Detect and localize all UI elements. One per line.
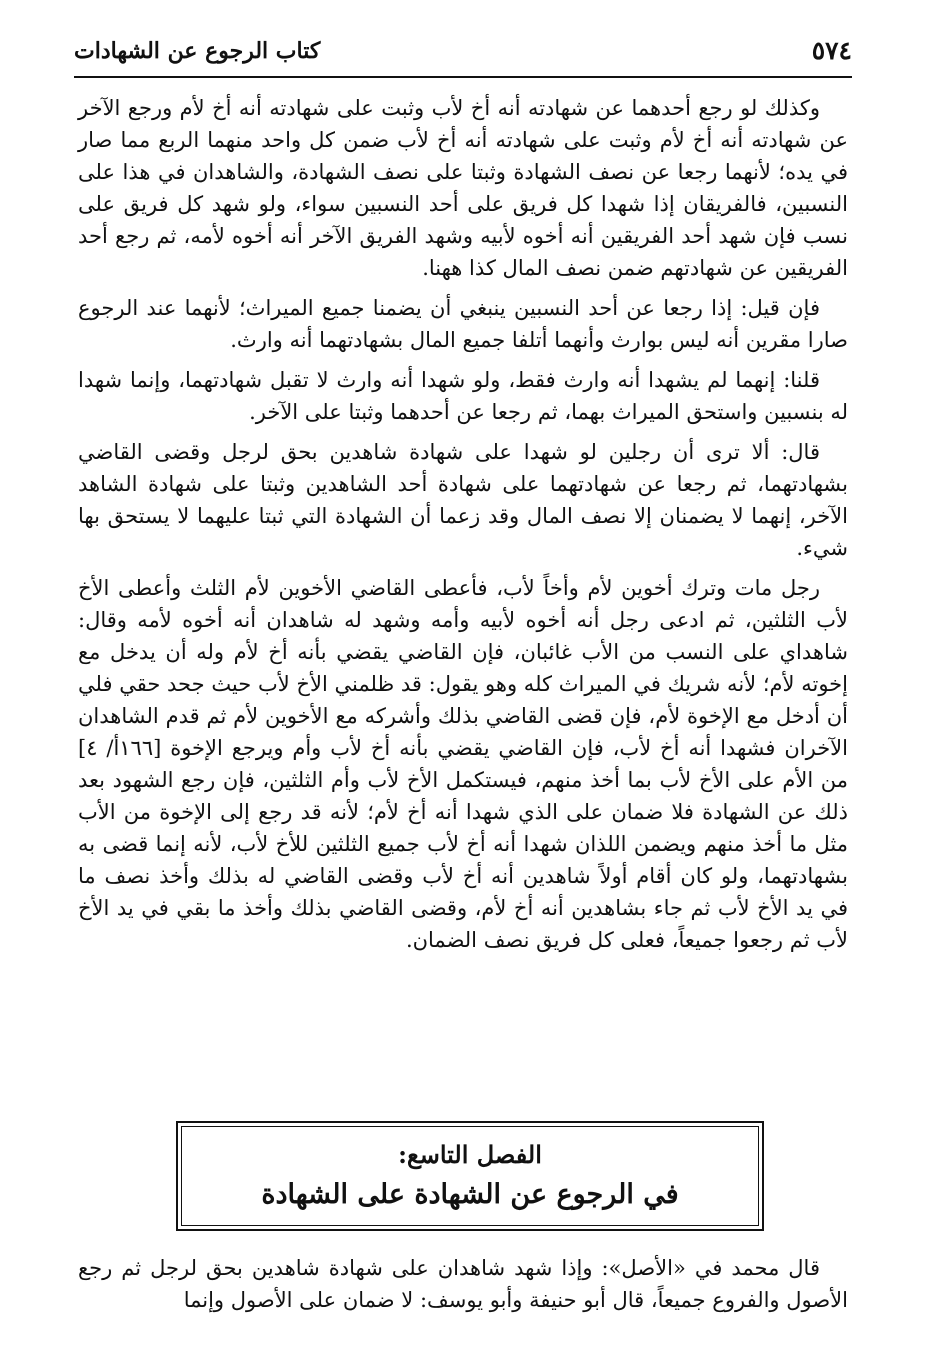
section-heading-box xyxy=(176,1121,764,1231)
main-text xyxy=(78,92,848,964)
header-rule xyxy=(74,76,852,78)
section-heading-inner xyxy=(181,1126,759,1226)
section-heading: الفصل التاسع: xyxy=(398,1140,542,1169)
paragraph: رجل مات وترك أخوين لأم وأخاً لأب، فأعطى القاضي الأخوين لأم الثلث وأعطى الأخ لأب الثلثين، ثم ادعى رجل أنه أخوه لأبيه وأمه وشهد له شاهدان أنه أخوه لأمه وقال: شاهداي على النسب من الأب غائبان، فإن القاضي يقضي بأنه أخ لأم وله أن يدخل مع إخوته لأم؛ لأنه شريك في الميراث كله وهو يقول: قد ظلمني الأخ لأب حيث جحد حقي فلي أن أدخل مع الإخوة لأم، فإن قضى القاضي بذلك وأشركه مع الأخوين لأم ثم قدم الشاهدان الآخران فشهدا أنه أخ لأب، فإن القاضي يقضي بأنه أخ لأب وأم ويرجع الإخوة [١٦٦أ/ ٤] من الأم على الأخ لأب بما أخذ منهم، فيستكمل الأخ لأب وأم الثلثين، فإن رجع الشهود بعد ذلك عن الشهادة فلا ضمان على الذي شهدا أنه أخ لأم؛ لأنه قد رجع إلى الإخوة من الأب مثل ما أخذ منهم ويضمن اللذان شهدا أنه أخ لأب جميع الثلثين للأخ لأب، لأنه إنما قضى به بشهادتهما، ولو كان أقام أولاً شاهدين أنه أخ لأب وقضى القاضي له بذلك وأخذ نصف ما في يد الأخ لأب ثم جاء بشاهدين أنه أخ لأم، وقضى القاضي بذلك وأخذ ما بقي في يد الأخ لأب ثم رجعوا جميعاً، فعلى كل فريق نصف الضمان. xyxy=(78,576,848,952)
running-title: كتاب الرجوع عن الشهادات xyxy=(74,38,321,64)
paragraph: وكذلك لو رجع أحدهما عن شهادته أنه أخ لأب وثبت على شهادته أنه أخ لأم ورجع الآخر عن شهادته أنه أخ لأم وثبت على شهادته أنه أخ لأب ضمن كل واحد منهما الربع مما صار في يده؛ لأنهما رجعا عن نصف الشهادة وثبتا على نصف الشهادة، والشاهدان في هذا على النسبين، فالفريقان إذا شهدا كل فريق على أحد النسبين سواء، ولو شهد كل فريق على نسب فإن شهد أحد الفريقين أنه أخوه لأبيه وشهد الفريق الآخر أنه أخوه لأمه، ثم رجع أحد الفريقين عن شهادتهم ضمن نصف المال كذا ههنا. xyxy=(78,96,848,280)
section-title: في الرجوع عن الشهادة على الشهادة xyxy=(261,1179,679,1210)
paragraph: فإن قيل: إذا رجعا عن أحد النسبين ينبغي أن يضمنا جميع الميراث؛ لأنهما عند الرجوع صارا مقرين أنه ليس بوارث وأنهما أتلفا جميع المال بشهادتهما أنه وارث. xyxy=(78,296,848,352)
paragraph: قلنا: إنهما لم يشهدا أنه وارث فقط، ولو شهدا أنه وارث لا تقبل شهادتهما، وإنما شهدا له بنسبين واستحق الميراث بهما، ثم رجعا عن أحدهما وثبتا على الآخر. xyxy=(78,368,848,424)
page-number: ٥٧٤ xyxy=(811,36,852,65)
paragraph: قال: ألا ترى أن رجلين لو شهدا على شهادة شاهدين بحق لرجل وقضى القاضي بشهادتهما، ثم رجعا عن شهادتهما على شهادة أحد الشاهدين وثبتا على شهادة الشاهد الآخر، إنهما لا يضمنان إلا نصف المال وقد زعما أن الشهادة التي ثبتا عليهما لا يستحق بها شيء. xyxy=(78,440,848,560)
paragraph: قال محمد في «الأصل»: وإذا شهد شاهدان على شهادة شاهدين بحق لرجل ثم رجع الأصول والفروع جميعاً، قال أبو حنيفة وأبو يوسف: لا ضمان على الأصول وإنما xyxy=(78,1256,848,1312)
page-header xyxy=(74,28,852,74)
closing-text xyxy=(78,1252,848,1324)
